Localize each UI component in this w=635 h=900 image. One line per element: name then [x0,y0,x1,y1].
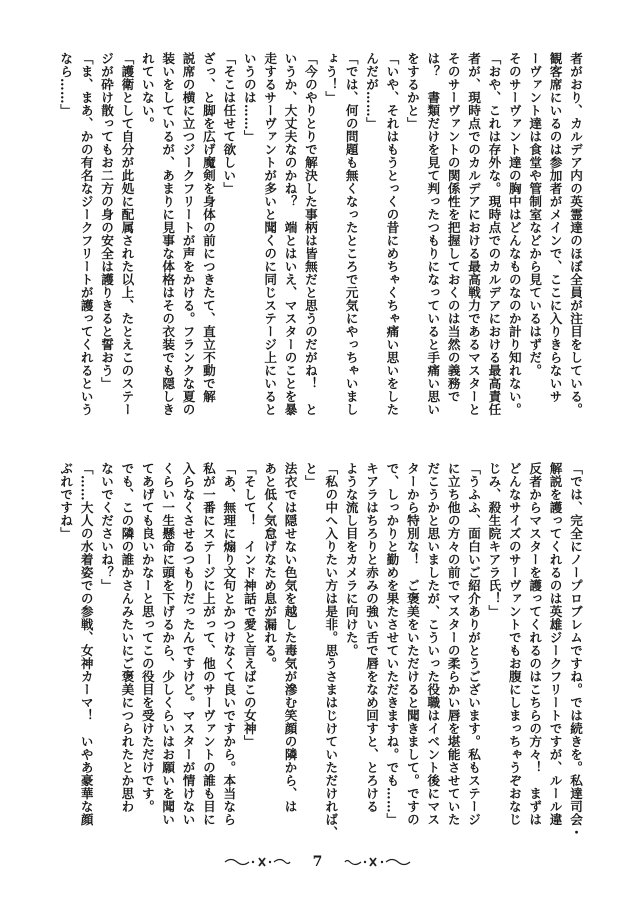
upper-text-column: ーヴァント達は食堂や管制室などから見ているはずだ。 [527,52,543,377]
lower-text-column: ような流し目をカメラに向けた。 [343,462,359,657]
lower-text-column: 解説を護ってくれるのは英雄ジークフリートですが、ルール違 [547,462,563,826]
upper-text-column: 「今のやりとりで解決した事柄は皆無だと思うのだがね！ と [302,52,318,416]
page-number: 7 [312,854,323,870]
lower-text-column: くらい一生懸命に頭を下げるから、少しくらいはお願いを聞い [160,462,176,826]
upper-text-column: 「おや、これは存外な。現時点でのカルデアにおける最高責任 [486,52,502,416]
upper-text-column: 装いをしているが、あまりに見事な体格はその衣装でも隠しき [160,52,176,416]
upper-text-column: なら……」 [58,52,74,117]
right-flourish-ornament [344,855,412,869]
lower-text-column: 「では、完全にノープロブレムですね。では続きを。私達司会・ [568,462,583,839]
lower-text-column: ぶれですね」 [58,462,74,540]
upper-text-column: 観客席にいるのは参加者がメインで、ここに入りきらないサ [547,52,563,403]
lower-text-column: だこうかと思いましたが、こういった役職はイベント後にマス [425,462,441,826]
lower-text-column: じみ、殺生院キアラ氏！」 [486,462,502,618]
left-flourish-ornament [223,855,291,869]
upper-text-block [56,52,586,440]
upper-text-column: ジが砕け散ってもお二方の身の安全は護りきると誓おう」 [99,52,115,390]
lower-text-column: と」 [302,462,318,488]
lower-text-column: 私が一番にステージに上がって、他のサーヴァントの誰も目に [200,462,216,826]
upper-text-column: いうか、大丈夫なのかね？ 端とはいえ、マスターのことを暴 [282,52,298,416]
upper-text-column: 「護衛として自分が此処に配属された以上、たとえこのステー [119,52,135,416]
upper-text-column: 走するサーヴァントが多いと聞くのに同じステージ上にいると [262,52,278,416]
upper-text-column: いうのは……」 [241,52,257,143]
lower-text-column: 法衣では隠せない色気を越した毒気が滲む笑顔の隣から、は [282,462,298,813]
upper-text-column: 者がおり、カルデア内の英霊達のほぼ全員が注目をしている。 [568,52,583,416]
upper-text-column: 「そこは任せて欲しい」 [221,52,237,195]
lower-text-column: 「……大人の水着姿での参戦、女神カーマ！ いやあ豪華な顔 [78,462,94,826]
lower-text-column: 「あ、無理に煽り文句とかつけなくて良いですから。本当なら [221,462,237,826]
upper-text-column: 「では、何の問題も無くなったところで元気にやっちゃいまし [343,52,359,416]
upper-text-column: んだが……」 [364,52,380,130]
lower-text-column: どんなサイズのサーヴァントでもお腹にしまっちゃうぞおなじ [506,462,522,826]
lower-text-column: てあげても良いかなーと思ってこの役目を受けただけです。 [139,462,155,813]
lower-text-column: に立ち他の方々の前でマスターの柔らかい唇を堪能させていた [445,462,461,826]
page-footer [0,850,635,874]
upper-text-column: 「いや、それはもうとっくの昔にめちゃくちゃ痛い思いをした [384,52,400,416]
upper-text-column: 「ま、まあ、かの有名なジークフリートが護ってくれるという [78,52,94,416]
lower-text-column: ターから特別な！ ご褒美をいただけると聞きまして。ですの [404,462,420,826]
upper-text-column: は？ 書類だけを見て判ったつもりになっていると手痛い思い [425,52,441,416]
lower-text-column: ないでくださいね？」 [99,462,115,592]
lower-text-column: 入らなくさせるつもりだったんですけど。マスターが情けない [180,462,196,826]
upper-text-column: 説席の横に立つジークフリートが声をかける。フランクな夏の [180,52,196,416]
lower-text-column: 「うふふ、面白いご紹介ありがとうございます。私もステージ [466,462,482,826]
upper-text-column: ょう！」 [323,52,339,104]
upper-text-column: 者が、現時点でのカルデアにおける最高戦力であるマスターと [466,52,482,416]
upper-text-column: をするかと」 [404,52,420,130]
upper-text-column: ざっ、と脚を広げ魔剣を身体の前につきたて、直立不動で解 [200,52,216,403]
lower-text-column: でも、この隣の誰かさんみたいにご褒美につられたとか思わ [119,462,135,813]
upper-text-column: そのサーヴァント達の胸中はどんなものなのか計り知れない。 [506,52,522,416]
lower-text-column: 「私の中へ入りたい方は是非。思うさまはじけていただければ、 [323,462,339,839]
lower-text-column: キアラはちろりと赤みの強い舌で唇をなめ回すと、とろける [364,462,380,813]
upper-text-column: れていない。 [139,52,155,130]
lower-text-column: あと低く気怠げなため息が漏れる。 [262,462,278,670]
lower-text-column: 「そして！ インド神話で愛と言えばこの女神」 [241,462,257,748]
lower-text-column: で、しっかりと勤めを果たさせていただきますね。でも……」 [384,462,400,826]
lower-text-column: 反者からマスターを護ってくれるのはこちらの方々！ まずは [527,462,543,826]
lower-text-block [56,462,586,847]
upper-text-column: そのサーヴァントの関係性を把握しておくのは当然の義務で [445,52,461,403]
